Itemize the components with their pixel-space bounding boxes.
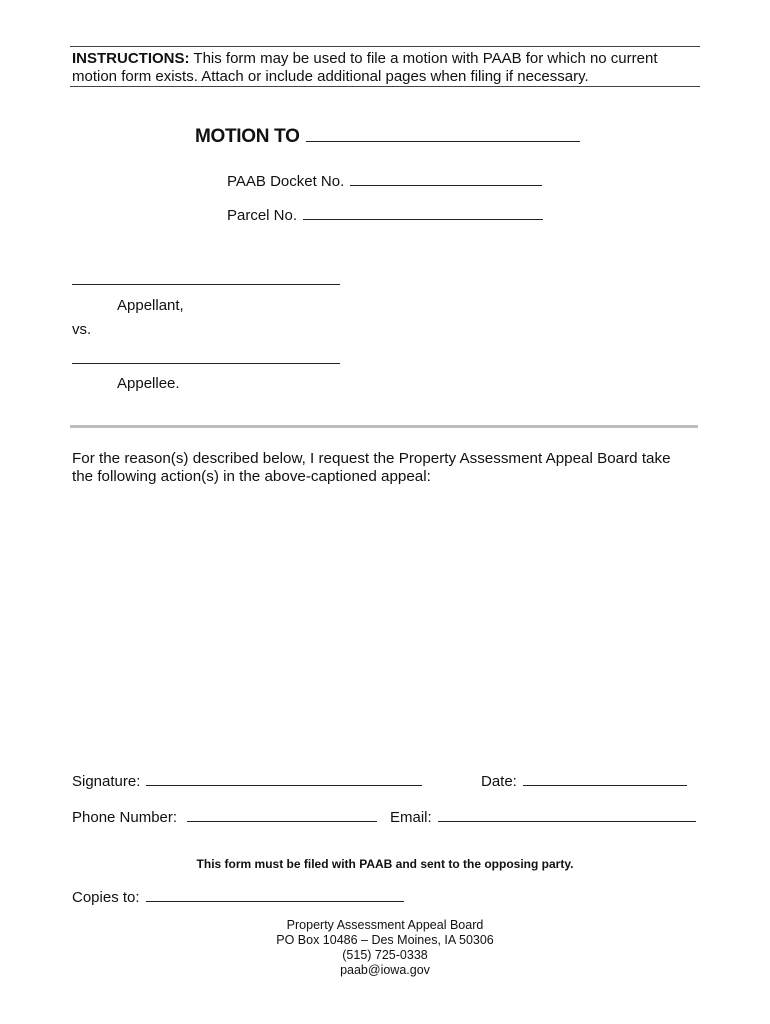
- footer-org: Property Assessment Appeal Board: [286, 918, 484, 932]
- email-field[interactable]: [438, 807, 696, 822]
- footer-email: paab@iowa.gov: [340, 963, 430, 977]
- signature-label: Signature:: [72, 773, 141, 790]
- copies-field[interactable]: [146, 887, 404, 902]
- copies-label: Copies to:: [72, 889, 140, 906]
- date-row: [481, 771, 687, 791]
- filing-notice: This form must be filed with PAAB and sent to the opposing party.: [196, 857, 574, 871]
- footer-phone: (515) 725-0338: [342, 948, 428, 962]
- parcel-label: Parcel No.: [227, 207, 298, 224]
- date-field[interactable]: [523, 771, 687, 786]
- phone-field[interactable]: [187, 807, 377, 822]
- appellee-label: Appellee.: [117, 375, 180, 392]
- appellant-label: Appellant,: [117, 297, 184, 314]
- email-row: [390, 807, 696, 827]
- instructions-top-rule: [70, 46, 700, 47]
- appellant-name-field[interactable]: [72, 284, 340, 285]
- reasons-line1: For the reason(s) described below, I request the Property Assessment Appeal Board take: [72, 450, 671, 467]
- parcel-row: [227, 205, 543, 225]
- phone-label: Phone Number:: [72, 809, 178, 826]
- email-label: Email:: [390, 809, 432, 826]
- footer-contact: [0, 918, 770, 978]
- reasons-text: [72, 450, 671, 486]
- signature-field[interactable]: [146, 771, 422, 786]
- reasons-text-area[interactable]: [70, 492, 698, 762]
- appellee-name-field[interactable]: [72, 363, 340, 364]
- page-title: MOTION TO: [195, 126, 300, 147]
- docket-label: PAAB Docket No.: [227, 173, 345, 190]
- copies-row: [72, 887, 404, 907]
- vs-label: vs.: [72, 321, 92, 338]
- motion-to-field[interactable]: [306, 124, 580, 142]
- instructions-label: INSTRUCTIONS:: [72, 50, 190, 67]
- docket-number-field[interactable]: [350, 171, 542, 186]
- footer-address: PO Box 10486 – Des Moines, IA 50306: [276, 933, 494, 947]
- caption-divider: [70, 425, 698, 428]
- phone-row: [72, 807, 377, 827]
- instructions-block: [72, 50, 658, 86]
- signature-row: [72, 771, 422, 791]
- instructions-line2: motion form exists. Attach or include additional pages when filing if necessary.: [72, 68, 589, 85]
- instructions-bottom-rule: [70, 86, 700, 87]
- motion-title-row: [195, 124, 580, 148]
- docket-row: [227, 171, 542, 191]
- parcel-number-field[interactable]: [303, 205, 543, 220]
- instructions-line1: This form may be used to file a motion with PAAB for which no current: [193, 50, 658, 67]
- reasons-line2: the following action(s) in the above-captioned appeal:: [72, 468, 431, 485]
- date-label: Date:: [481, 773, 517, 790]
